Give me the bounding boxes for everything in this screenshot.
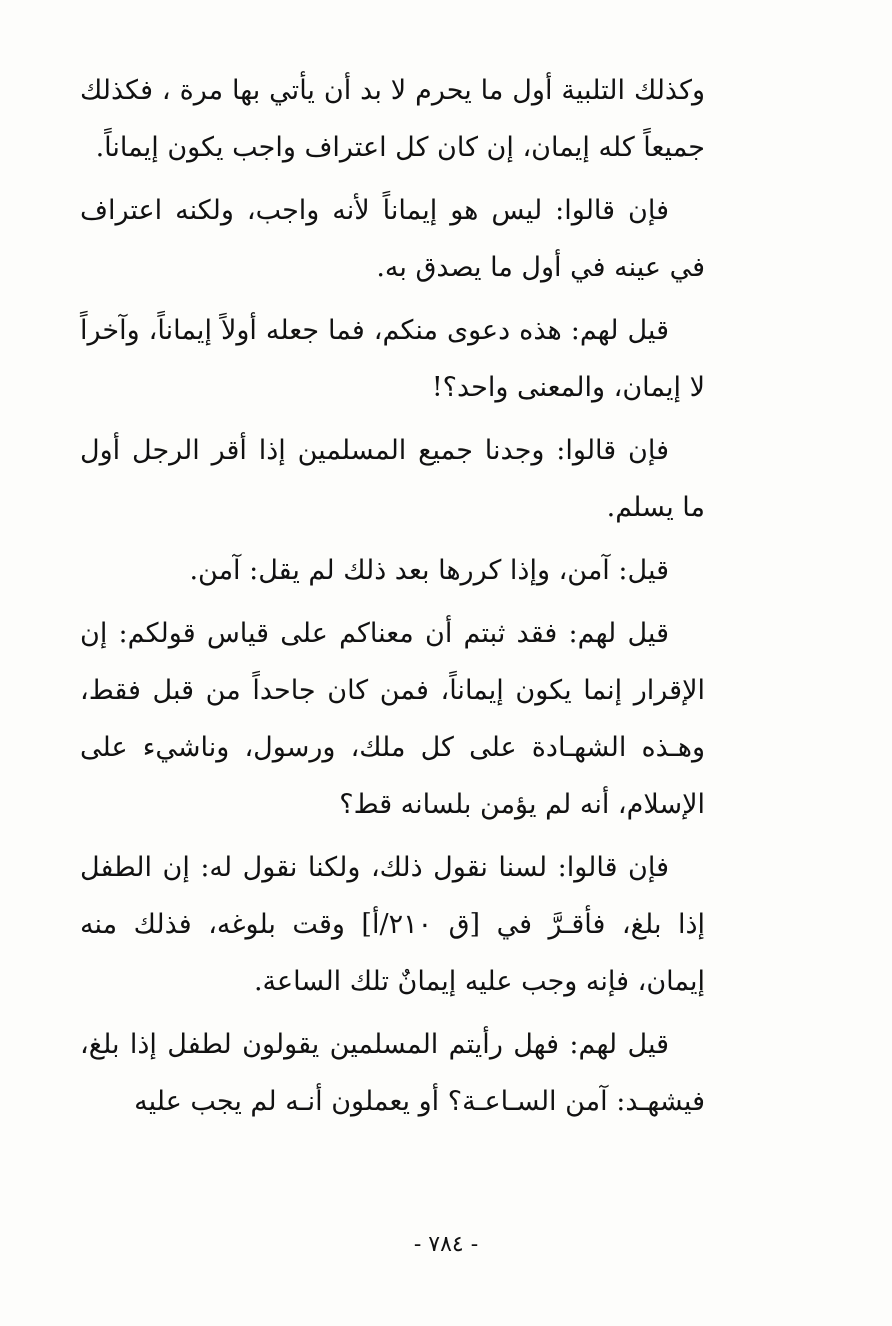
page-number: - ٧٨٤ - [413, 1232, 479, 1257]
paragraph-3: قيل لهم: هذه دعوى منكم، فما جعله أولاً إيماناً، وآخراً لا إيمان، والمعنى واحد؟! [80, 315, 705, 403]
paragraph-6: قيل لهم: فقد ثبتم أن معناكم على قياس قولكم: إن الإقرار إنما يكون إيماناً، فمن كان جاحداً من قبل فقط، وهـذه الشهـادة على كل ملك، ورسول، وناشيء على الإسلام، أنه لم يؤمن بلسانه قط؟ [80, 618, 705, 820]
page-body [80, 62, 705, 1136]
paragraph-7: فإن قالوا: لسنا نقول ذلك، ولكنا نقول له: إن الطفل إذا بلغ، فأقـرَّ في [ق ٢١٠/أ] وقت بلوغه، فذلك منه إيمان، فإنه وجب عليه إيمانٌ تلك الساعة. [80, 852, 706, 997]
paragraph-5: قيل: آمن، وإذا كررها بعد ذلك لم يقل: آمن. [189, 555, 669, 586]
paragraph-4: فإن قالوا: وجدنا جميع المسلمين إذا أقر الرجل أول ما يسلم. [80, 435, 705, 523]
paragraph-8: قيل لهم: فهل رأيتم المسلمين يقولون لطفل إذا بلغ، فيشهـد: آمن السـاعـة؟ أو يعملون أنـه لم يجب عليه [80, 1029, 705, 1117]
paragraph-2: فإن قالوا: ليس هو إيماناً لأنه واجب، ولكنه اعتراف في عينه في أول ما يصدق به. [80, 195, 705, 283]
paragraph-1: وكذلك التلبية أول ما يحرم لا بد أن يأتي بها مرة ، فكذلك جميعاً كله إيمان، إن كان كل اعتراف واجب يكون إيماناً. [80, 75, 705, 163]
